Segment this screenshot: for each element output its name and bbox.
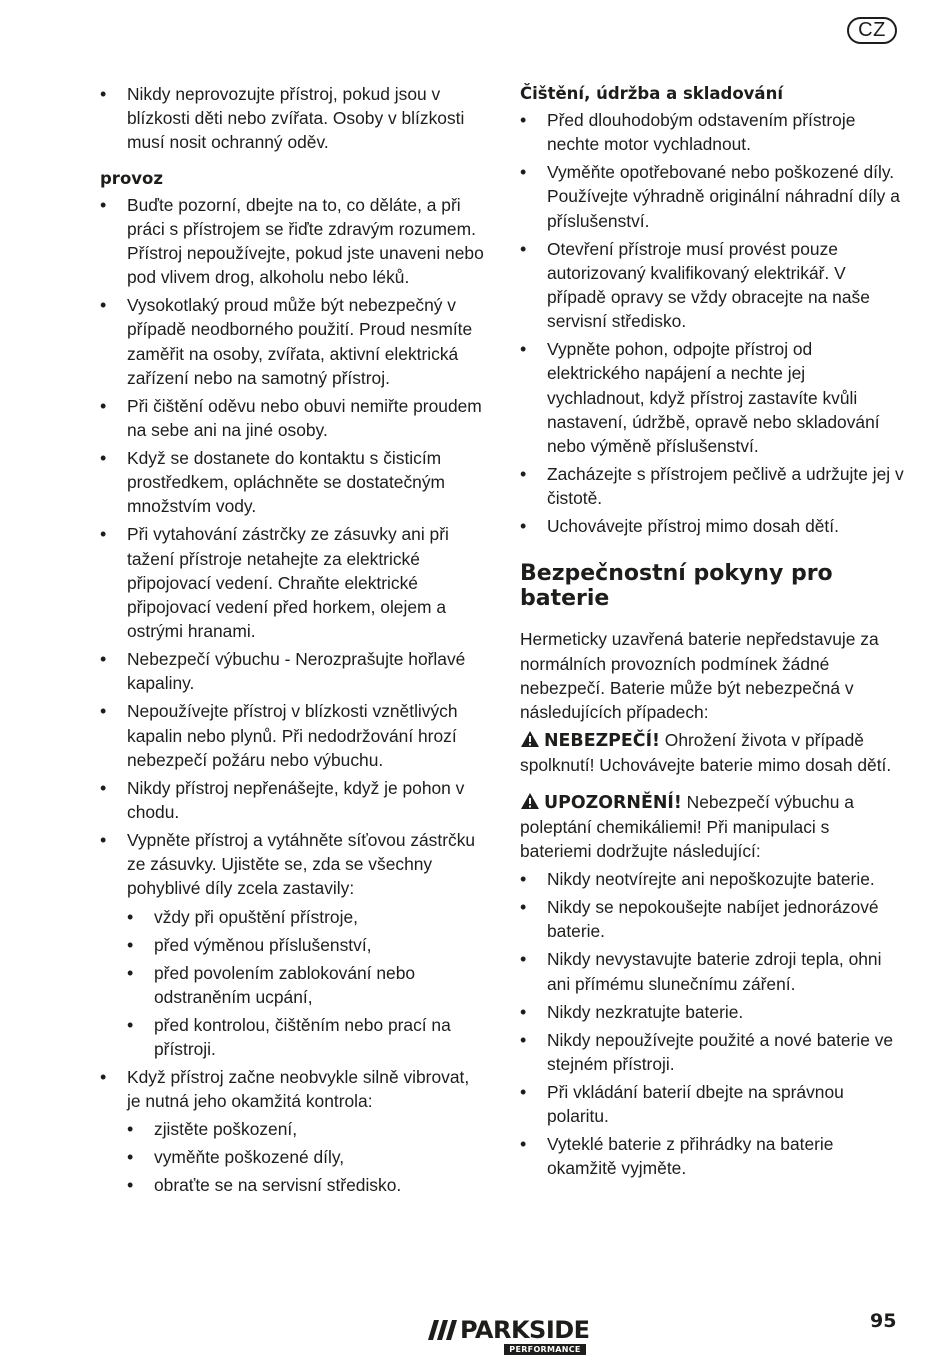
- warning-note: [520, 790, 905, 864]
- list-item: • Před dlouhodobým odstavením přístroje nechte motor vychladnout.: [520, 108, 905, 156]
- parkside-logo: [428, 1316, 588, 1358]
- list-item: • Nikdy neprovozujte přístroj, pokud jsou v blízkosti děti nebo zvířata. Osoby v blízkosti musí nosit ochranný oděv.: [100, 82, 485, 155]
- list-item: • Když se dostanete do kontaktu s čisticím prostředkem, opláchněte se dostatečným množstvím vody.: [100, 446, 485, 519]
- warning-triangle-icon: [520, 730, 540, 748]
- warning-text: Nebezpečí výbuchu a poleptání chemikáliemi! Při manipulaci s bateriemi dodržujte následující:: [520, 791, 854, 862]
- list-item: • Nikdy neotvírejte ani nepoškozujte baterie.: [520, 867, 905, 891]
- list-item: • Vysokotlaký proud může být nebezpečný v případě neodborného použití. Proud nesmíte zaměřit na osoby, zvířata, aktivní elektrická zařízení nebo na samotný přístroj.: [100, 293, 485, 390]
- list-item: • Buďte pozorní, dbejte na to, co děláte, a při práci s přístrojem se řiďte zdravým rozumem. Přístroj nepoužívejte, pokud jste unaveni nebo pod vlivem drog, alkoholu nebo léků.: [100, 193, 485, 290]
- list-item: • Při vkládání baterií dbejte na správnou polaritu.: [520, 1080, 905, 1128]
- sub-list-item: • obraťte se na servisní středisko.: [127, 1173, 485, 1197]
- list-item: • Otevření přístroje musí provést pouze autorizovaný kvalifikovaný elektrikář. V případě opravy se vždy obracejte na naše servisní středisko.: [520, 237, 905, 334]
- list-item: • Vyteklé baterie z přihrádky na baterie okamžitě vyjměte.: [520, 1132, 905, 1180]
- logo-slashes-icon: [428, 1320, 458, 1340]
- list-item: • Při čištění oděvu nebo obuvi nemiřte proudem na sebe ani na jiné osoby.: [100, 394, 485, 442]
- cleaning-list: [520, 108, 905, 538]
- list-item: • Nebezpečí výbuchu - Nerozprašujte hořlavé kapaliny.: [100, 647, 485, 695]
- battery-intro: Hermeticky uzavřená baterie nepředstavuje za normálních provozních podmínek žádné nebezpečí. Baterie může být nebezpečná v následujících případech:: [520, 629, 879, 723]
- list-item: • Vypněte pohon, odpojte přístroj od elektrického napájení a nechte jej vychladnout, když přístroj zastavíte kvůli nastavení, údržbě, opravě nebo skladování nebo výměně příslušenství.: [520, 337, 905, 458]
- list-item: • Při vytahování zástrčky ze zásuvky ani při tažení přístroje netahejte za elektrické připojovací vedení. Chraňte elektrické připojovací vedení před horkem, olejem a ostrými hranami.: [100, 522, 485, 643]
- list-item: • Zacházejte s přístrojem pečlivě a udržujte jej v čistotě.: [520, 462, 905, 510]
- list-item: • Nikdy nevystavujte baterie zdroji tepla, ohni ani přímému slunečnímu záření.: [520, 947, 905, 995]
- list-item: • Nikdy nezkratujte baterie.: [520, 1000, 905, 1024]
- vibration-text: Když přístroj začne neobvykle silně vibrovat, je nutná jeho okamžitá kontrola:: [127, 1067, 470, 1112]
- list-item-unplug: [100, 828, 485, 1061]
- brand-sub: PERFORMANCE: [504, 1344, 586, 1355]
- sub-list-item: • před kontrolou, čištěním nebo prací na přístroji.: [127, 1013, 485, 1061]
- battery-section-title: Bezpečnostní pokyny pro baterie: [520, 561, 833, 612]
- left-column: [100, 82, 485, 1201]
- warning-triangle-icon: [520, 792, 540, 810]
- cleaning-heading: Čištění, údržba a skladování: [520, 84, 783, 103]
- sub-list-item: • před povolením zablokování nebo odstraněním ucpání,: [127, 961, 485, 1009]
- sub-list-item: • vždy při opuštění přístroje,: [127, 905, 485, 929]
- language-badge: CZ: [847, 17, 897, 44]
- provoz-list: [100, 193, 485, 1198]
- sub-list-item: • zjistěte poškození,: [127, 1117, 485, 1141]
- vibration-sublist: [127, 1117, 485, 1197]
- danger-note: [520, 728, 905, 777]
- list-item: • Uchovávejte přístroj mimo dosah dětí.: [520, 514, 905, 538]
- list-item: • Nikdy nepoužívejte použité a nové baterie ve stejném přístroji.: [520, 1028, 905, 1076]
- page-number: 95: [870, 1310, 897, 1332]
- danger-text: Ohrožení života v případě spolknutí! Uchovávejte baterie mimo dosah dětí.: [520, 730, 892, 776]
- unplug-sublist: [127, 905, 485, 1062]
- list-item: • Nepoužívejte přístroj v blízkosti vznětlivých kapalin nebo plynů. Při nedodržování hrozí nebezpečí požáru nebo výbuchu.: [100, 699, 485, 772]
- unplug-text: Vypněte přístroj a vytáhněte síťovou zástrčku ze zásuvky. Ujistěte se, zda se všechny pohyblivé díly zcela zastavily:: [127, 830, 476, 899]
- sub-list-item: • před výměnou příslušenství,: [127, 933, 485, 957]
- warning-label: UPOZORNĚNÍ!: [544, 792, 682, 813]
- right-column: [520, 82, 905, 1184]
- list-item-vibration: [100, 1065, 485, 1198]
- brand-name: PARKSIDE: [460, 1316, 590, 1344]
- list-item: • Nikdy se nepokoušejte nabíjet jednorázové baterie.: [520, 895, 905, 943]
- sub-list-item: • vyměňte poškozené díly,: [127, 1145, 485, 1169]
- list-item: • Nikdy přístroj nepřenášejte, když je pohon v chodu.: [100, 776, 485, 824]
- intro-list: [100, 82, 485, 155]
- provoz-heading: provoz: [100, 168, 163, 188]
- danger-label: NEBEZPEČÍ!: [544, 731, 660, 752]
- battery-list: [520, 867, 905, 1180]
- list-item: • Vyměňte opotřebované nebo poškozené díly. Používejte výhradně originální náhradní díly a příslušenství.: [520, 160, 905, 233]
